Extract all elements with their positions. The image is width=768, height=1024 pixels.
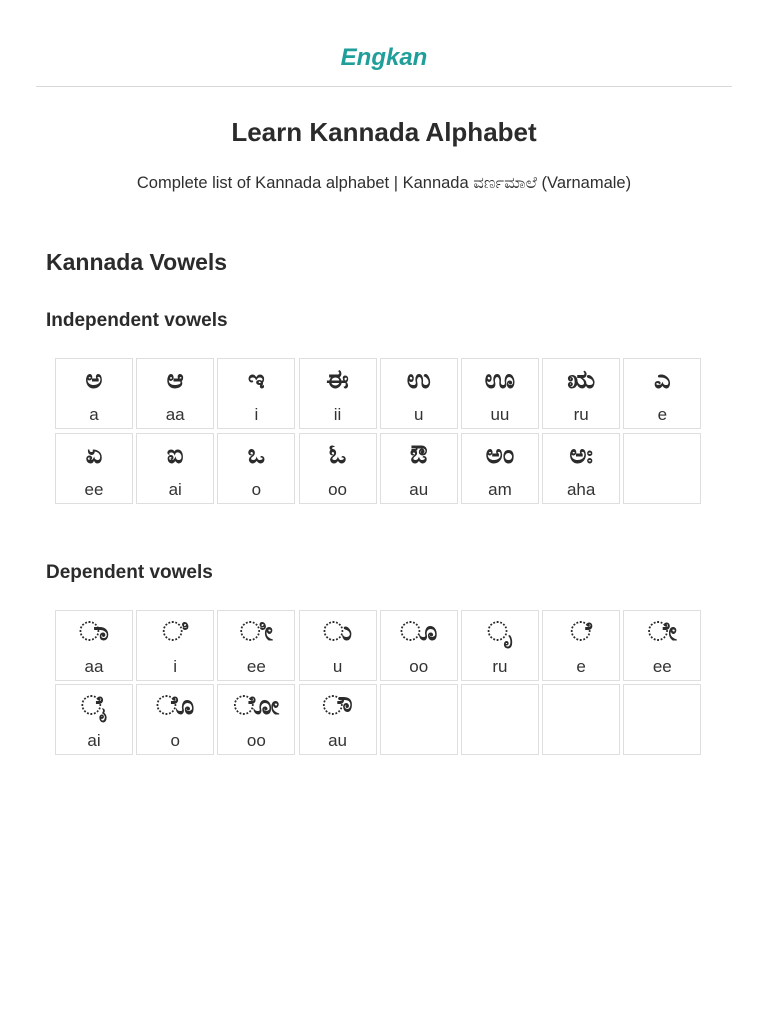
transliteration: u bbox=[332, 656, 343, 676]
letter-card[interactable] bbox=[299, 433, 377, 504]
transliteration: o bbox=[251, 479, 262, 499]
kannada-letter: ಈ bbox=[326, 365, 349, 395]
transliteration: uu bbox=[490, 405, 510, 424]
letter-card[interactable] bbox=[380, 433, 458, 504]
letter-card[interactable] bbox=[217, 610, 295, 681]
kannada-letter: ಉ bbox=[406, 365, 431, 395]
transliteration: ai bbox=[168, 479, 182, 499]
empty-card bbox=[623, 433, 701, 504]
kannada-letter: ◌ೌ bbox=[322, 691, 353, 721]
page-subtitle: Complete list of Kannada alphabet | Kannada ವರ್ಣಮಾಲೆ (Varnamale) bbox=[136, 174, 632, 192]
empty-card bbox=[380, 684, 458, 755]
transliteration: oo bbox=[246, 731, 266, 750]
transliteration: o bbox=[170, 731, 180, 750]
kannada-letter: ಅಃ bbox=[569, 439, 593, 470]
kannada-letter: ಎ bbox=[653, 365, 671, 395]
subsection-title-independent: Independent vowels bbox=[46, 310, 228, 331]
letter-card[interactable] bbox=[380, 610, 458, 681]
transliteration: au bbox=[409, 479, 429, 499]
letter-card[interactable] bbox=[217, 684, 295, 755]
kannada-letter: ◌ೂ bbox=[400, 616, 438, 647]
transliteration: e bbox=[657, 405, 668, 424]
transliteration: ee bbox=[246, 656, 266, 676]
empty-card bbox=[461, 684, 539, 755]
letter-card[interactable] bbox=[299, 684, 377, 755]
letter-card[interactable] bbox=[55, 358, 133, 429]
kannada-letter: ◌ೈ bbox=[81, 691, 107, 721]
kannada-letter: ◌ೀ bbox=[239, 616, 273, 647]
letter-card[interactable] bbox=[380, 358, 458, 429]
transliteration: aha bbox=[566, 479, 596, 499]
letter-card[interactable] bbox=[55, 610, 133, 681]
kannada-letter: ◌ು bbox=[323, 616, 352, 647]
letter-card[interactable] bbox=[542, 433, 620, 504]
kannada-letter: ◌ೃ bbox=[487, 616, 513, 647]
transliteration: e bbox=[576, 656, 586, 676]
transliteration: oo bbox=[409, 656, 429, 676]
empty-card bbox=[623, 684, 701, 755]
letter-card[interactable] bbox=[461, 433, 539, 504]
site-logo-link[interactable]: Engkan bbox=[340, 44, 428, 71]
letter-card[interactable] bbox=[136, 610, 214, 681]
transliteration: aa bbox=[84, 656, 104, 676]
kannada-letter: ಏ bbox=[85, 439, 103, 470]
letter-card[interactable] bbox=[136, 684, 214, 755]
letter-card[interactable] bbox=[542, 358, 620, 429]
empty-card bbox=[542, 684, 620, 755]
letter-card[interactable] bbox=[55, 684, 133, 755]
transliteration: aa bbox=[165, 405, 185, 424]
kannada-letter: ಇ bbox=[247, 365, 265, 395]
kannada-letter: ಐ bbox=[166, 439, 184, 470]
transliteration: au bbox=[328, 731, 348, 750]
transliteration: ee bbox=[84, 479, 104, 499]
kannada-letter: ಒ bbox=[247, 439, 266, 470]
transliteration: am bbox=[488, 479, 512, 499]
kannada-letter: ◌ೇ bbox=[647, 616, 677, 647]
transliteration: oo bbox=[328, 479, 348, 499]
letter-card[interactable] bbox=[136, 358, 214, 429]
letter-card[interactable] bbox=[217, 433, 295, 504]
letter-card[interactable] bbox=[299, 610, 377, 681]
letter-card[interactable] bbox=[136, 433, 214, 504]
letter-card[interactable] bbox=[623, 610, 701, 681]
page-title: Learn Kannada Alphabet bbox=[231, 117, 537, 147]
kannada-letter: ಅಂ bbox=[485, 439, 515, 470]
section-title-vowels: Kannada Vowels bbox=[46, 249, 228, 275]
letter-card[interactable] bbox=[217, 358, 295, 429]
letter-card[interactable] bbox=[623, 358, 701, 429]
subsection-title-dependent: Dependent vowels bbox=[46, 561, 213, 583]
transliteration: ii bbox=[333, 405, 342, 424]
kannada-letter: ◌ೊ bbox=[156, 691, 195, 721]
kannada-letter: ಊ bbox=[484, 365, 516, 395]
kannada-letter: ◌ೆ bbox=[570, 616, 592, 647]
kannada-letter: ಔ bbox=[409, 439, 428, 470]
transliteration: i bbox=[173, 656, 178, 676]
transliteration: i bbox=[254, 405, 259, 424]
header-divider bbox=[36, 86, 732, 87]
transliteration: ru bbox=[492, 656, 508, 676]
kannada-letter: ◌ಿ bbox=[162, 616, 188, 647]
letter-card[interactable] bbox=[55, 433, 133, 504]
kannada-letter: ◌ಾ bbox=[79, 616, 109, 647]
letter-card[interactable] bbox=[542, 610, 620, 681]
dependent-vowels-grid bbox=[55, 610, 768, 756]
transliteration: ee bbox=[652, 656, 672, 676]
transliteration: u bbox=[414, 405, 424, 424]
letter-card[interactable] bbox=[299, 358, 377, 429]
kannada-letter: ಅ bbox=[85, 365, 103, 395]
kannada-letter: ಆ bbox=[166, 365, 184, 395]
kannada-letter: ಓ bbox=[328, 439, 347, 470]
transliteration: ru bbox=[573, 405, 589, 424]
kannada-letter: ◌ೋ bbox=[233, 691, 280, 721]
kannada-letter: ಋ bbox=[567, 365, 595, 395]
letter-card[interactable] bbox=[461, 610, 539, 681]
independent-vowels-grid bbox=[55, 358, 768, 504]
transliteration: a bbox=[89, 405, 99, 424]
letter-card[interactable] bbox=[461, 358, 539, 429]
transliteration: ai bbox=[87, 731, 101, 750]
